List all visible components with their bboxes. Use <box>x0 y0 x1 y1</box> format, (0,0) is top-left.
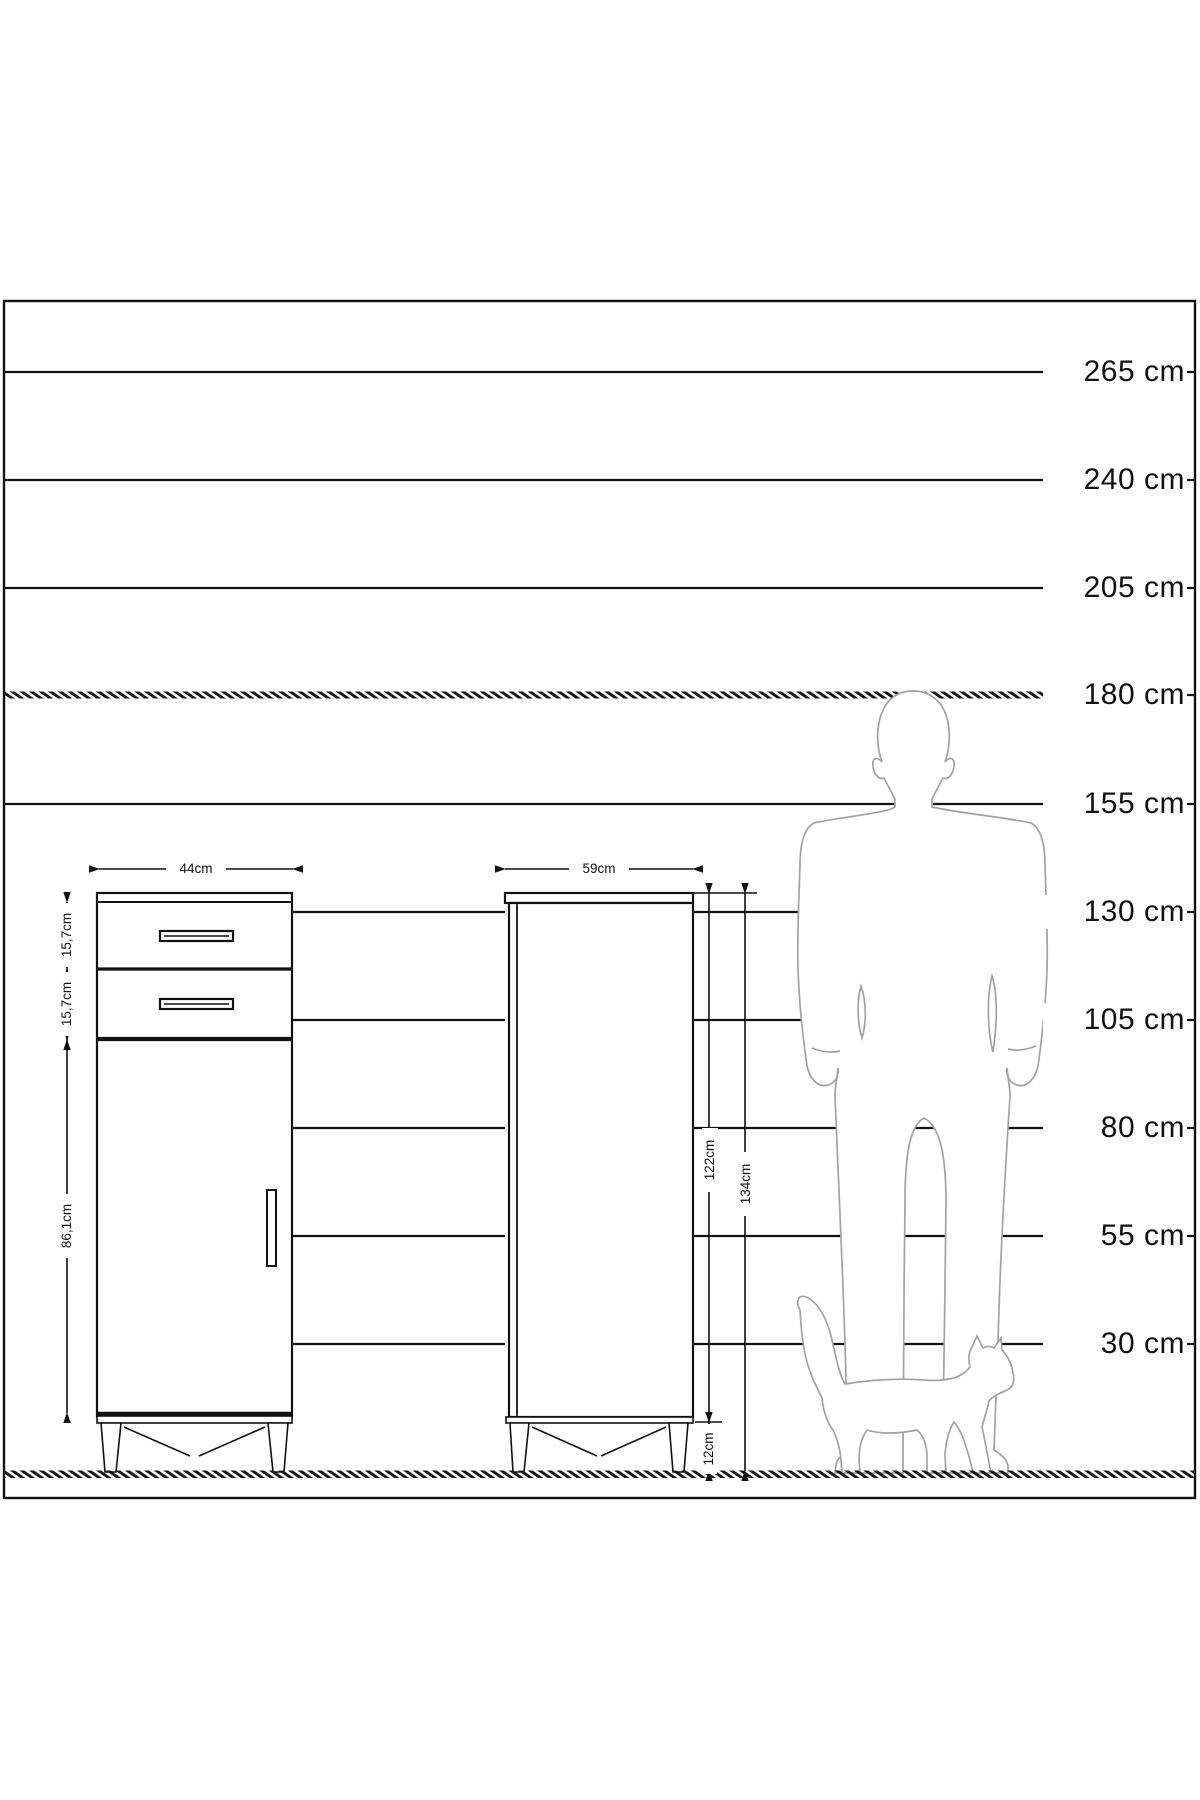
dim-label-width-left: 44cm <box>166 861 226 877</box>
cabinet-left-body <box>97 893 292 1416</box>
scale-label-5: 130 cm <box>1043 895 1187 929</box>
cabinet-right-top-slab <box>505 893 693 903</box>
cabinet-left-plinth <box>97 1416 292 1423</box>
scale-label-4: 155 cm <box>1043 787 1187 821</box>
scale-label-8: 55 cm <box>1043 1219 1187 1253</box>
dim-label-drawer1-height: 15,7cm <box>59 903 75 967</box>
scale-label-9: 30 cm <box>1043 1327 1187 1361</box>
cabinet-left-leg-left <box>101 1423 121 1472</box>
cabinet-left-door-handle <box>267 1190 276 1266</box>
cabinet-right-leg-right <box>669 1423 688 1472</box>
scale-label-7: 80 cm <box>1043 1111 1187 1145</box>
cabinet-left-leg-brace-left <box>124 1427 190 1456</box>
scale-label-1: 240 cm <box>1043 463 1187 497</box>
dim-label-leg-height: 12cm <box>701 1424 717 1474</box>
dim-label-total-height: 134cm <box>738 1152 754 1216</box>
dim-label-door-height: 86,1cm <box>59 1194 75 1258</box>
cabinet-right-body <box>509 903 693 1417</box>
cabinet-right-leg-brace-left <box>532 1427 597 1456</box>
cabinet-left-leg-right <box>268 1423 288 1472</box>
cabinet-right-leg-left <box>510 1423 529 1472</box>
cabinet-left <box>97 893 292 1472</box>
scale-label-0: 265 cm <box>1043 355 1187 389</box>
scale-label-3: 180 cm <box>1043 678 1187 712</box>
scale-label-2: 205 cm <box>1043 571 1187 605</box>
cabinet-right-leg-brace-right <box>601 1427 666 1456</box>
hatched-ground-line <box>4 1471 1195 1479</box>
cabinet-right-plinth <box>506 1417 693 1423</box>
scale-label-6: 105 cm <box>1043 1003 1187 1037</box>
dim-label-drawer2-height: 15,7cm <box>59 972 75 1036</box>
cabinet-left-leg-brace-right <box>199 1427 265 1456</box>
dim-label-width-right: 59cm <box>569 861 629 877</box>
cabinet-right <box>505 893 693 1472</box>
dim-label-carcass-height: 122cm <box>702 1128 718 1192</box>
